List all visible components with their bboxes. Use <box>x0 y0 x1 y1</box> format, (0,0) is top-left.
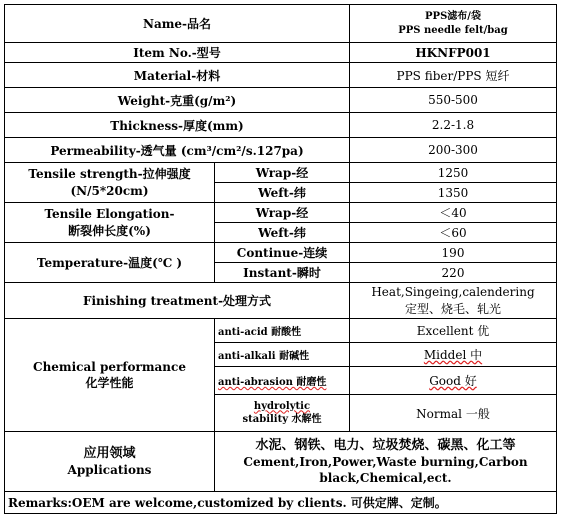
temperature-instant-value: 220 <box>350 263 557 283</box>
tensile-elongation-wrap-value: ＜40 <box>350 203 557 223</box>
permeability-value: 200-300 <box>350 138 557 163</box>
table-row <box>5 492 557 514</box>
table-row <box>5 319 557 343</box>
remarks: Remarks:OEM are welcome,customized by clients. 可供定牌、定制。 <box>5 492 557 514</box>
thickness-value: 2.2-1.8 <box>350 113 557 138</box>
anti-acid-value: Excellent 优 <box>350 319 557 343</box>
product-name <box>350 5 557 43</box>
finishing-label: Finishing treatment-处理方式 <box>5 283 350 319</box>
table-row <box>5 43 557 63</box>
hydrolytic-value: Normal 一般 <box>350 395 557 432</box>
item-no-label: Item No.-型号 <box>5 43 350 63</box>
tensile-strength-wrap-value: 1250 <box>350 163 557 183</box>
material-value: PPS fiber/PPS 短纤 <box>350 63 557 88</box>
material-label: Material-材料 <box>5 63 350 88</box>
application-label-line1: 应用领域 <box>83 445 136 461</box>
finishing-value-line1: Heat,Singeing,calendering <box>371 285 535 300</box>
hydrolytic-label-line2: stability 水解性 <box>242 414 322 425</box>
anti-abrasion-label: anti-abrasion 耐磨性 <box>218 377 327 388</box>
table-row <box>5 88 557 113</box>
table-row <box>5 138 557 163</box>
spec-table <box>4 4 557 514</box>
name-label: Name-品名 <box>5 5 350 43</box>
weight-value: 550-500 <box>350 88 557 113</box>
temperature-continue-label: Continue-连续 <box>215 243 350 263</box>
tensile-strength-wrap-label: Wrap-经 <box>215 163 350 183</box>
tensile-elongation-label-line1: Tensile Elongation- <box>44 207 175 222</box>
hydrolytic-label-line1: hydrolytic <box>253 400 311 412</box>
table-row <box>5 203 557 223</box>
finishing-value-line2: 定型、烧毛、轧光 <box>404 301 501 316</box>
temperature-continue-value: 190 <box>350 243 557 263</box>
table-row <box>5 283 557 319</box>
application-label-line2: Applications <box>67 463 152 478</box>
tensile-elongation-weft-label: Weft-纬 <box>215 223 350 243</box>
chemical-label <box>5 319 215 432</box>
tensile-strength-label-line1: Tensile strength-拉伸强度 <box>28 167 191 182</box>
tensile-elongation-wrap-label: Wrap-经 <box>215 203 350 223</box>
anti-abrasion-value: Good 好 <box>429 374 477 388</box>
thickness-label: Thickness-厚度(mm) <box>5 113 350 138</box>
header-row <box>5 5 557 43</box>
table-row <box>5 432 557 492</box>
temperature-instant-label: Instant-瞬时 <box>215 263 350 283</box>
chemical-label-line1: Chemical performance <box>33 359 186 374</box>
product-name-en: PPS needle felt/bag <box>398 24 508 36</box>
tensile-elongation-label <box>5 203 215 243</box>
tensile-strength-label <box>5 163 215 203</box>
tensile-strength-weft-label: Weft-纬 <box>215 183 350 203</box>
permeability-label: Permeability-透气量 (cm³/cm²/s.127pa) <box>5 138 350 163</box>
tensile-elongation-label-line2: 断裂伸长度(%) <box>68 223 151 238</box>
table-row <box>5 63 557 88</box>
application-value-line2: Cement,Iron,Power,Waste burning,Carbon <box>243 455 528 470</box>
tensile-elongation-weft-value: ＜60 <box>350 223 557 243</box>
anti-acid-label: anti-acid 耐酸性 <box>215 319 350 343</box>
hydrolytic-label <box>215 395 350 432</box>
application-value-line1: 水泥、钢铁、电力、垃圾焚烧、碳黑、化工等 <box>255 437 516 453</box>
table-row <box>5 113 557 138</box>
anti-alkali-value-cell <box>350 343 557 367</box>
table-row <box>5 163 557 183</box>
weight-label: Weight-克重(g/m²) <box>5 88 350 113</box>
anti-alkali-value: Middel 中 <box>423 348 483 362</box>
table-row <box>5 243 557 263</box>
anti-abrasion-value-cell <box>350 367 557 395</box>
finishing-value <box>350 283 557 319</box>
item-no-value: HKNFP001 <box>350 43 557 63</box>
application-label <box>5 432 215 492</box>
temperature-label: Temperature-温度(℃ ) <box>5 243 215 283</box>
tensile-strength-label-line2: (N/5*20cm) <box>70 183 149 198</box>
anti-alkali-label: anti-alkali 耐碱性 <box>215 343 350 367</box>
application-value <box>215 432 557 492</box>
chemical-label-line2: 化学性能 <box>85 376 134 390</box>
product-name-cn: PPS滤布/袋 <box>425 11 481 22</box>
tensile-strength-weft-value: 1350 <box>350 183 557 203</box>
anti-abrasion-label-cell <box>215 367 350 395</box>
application-value-line3: black,Chemical,ect. <box>319 471 452 486</box>
